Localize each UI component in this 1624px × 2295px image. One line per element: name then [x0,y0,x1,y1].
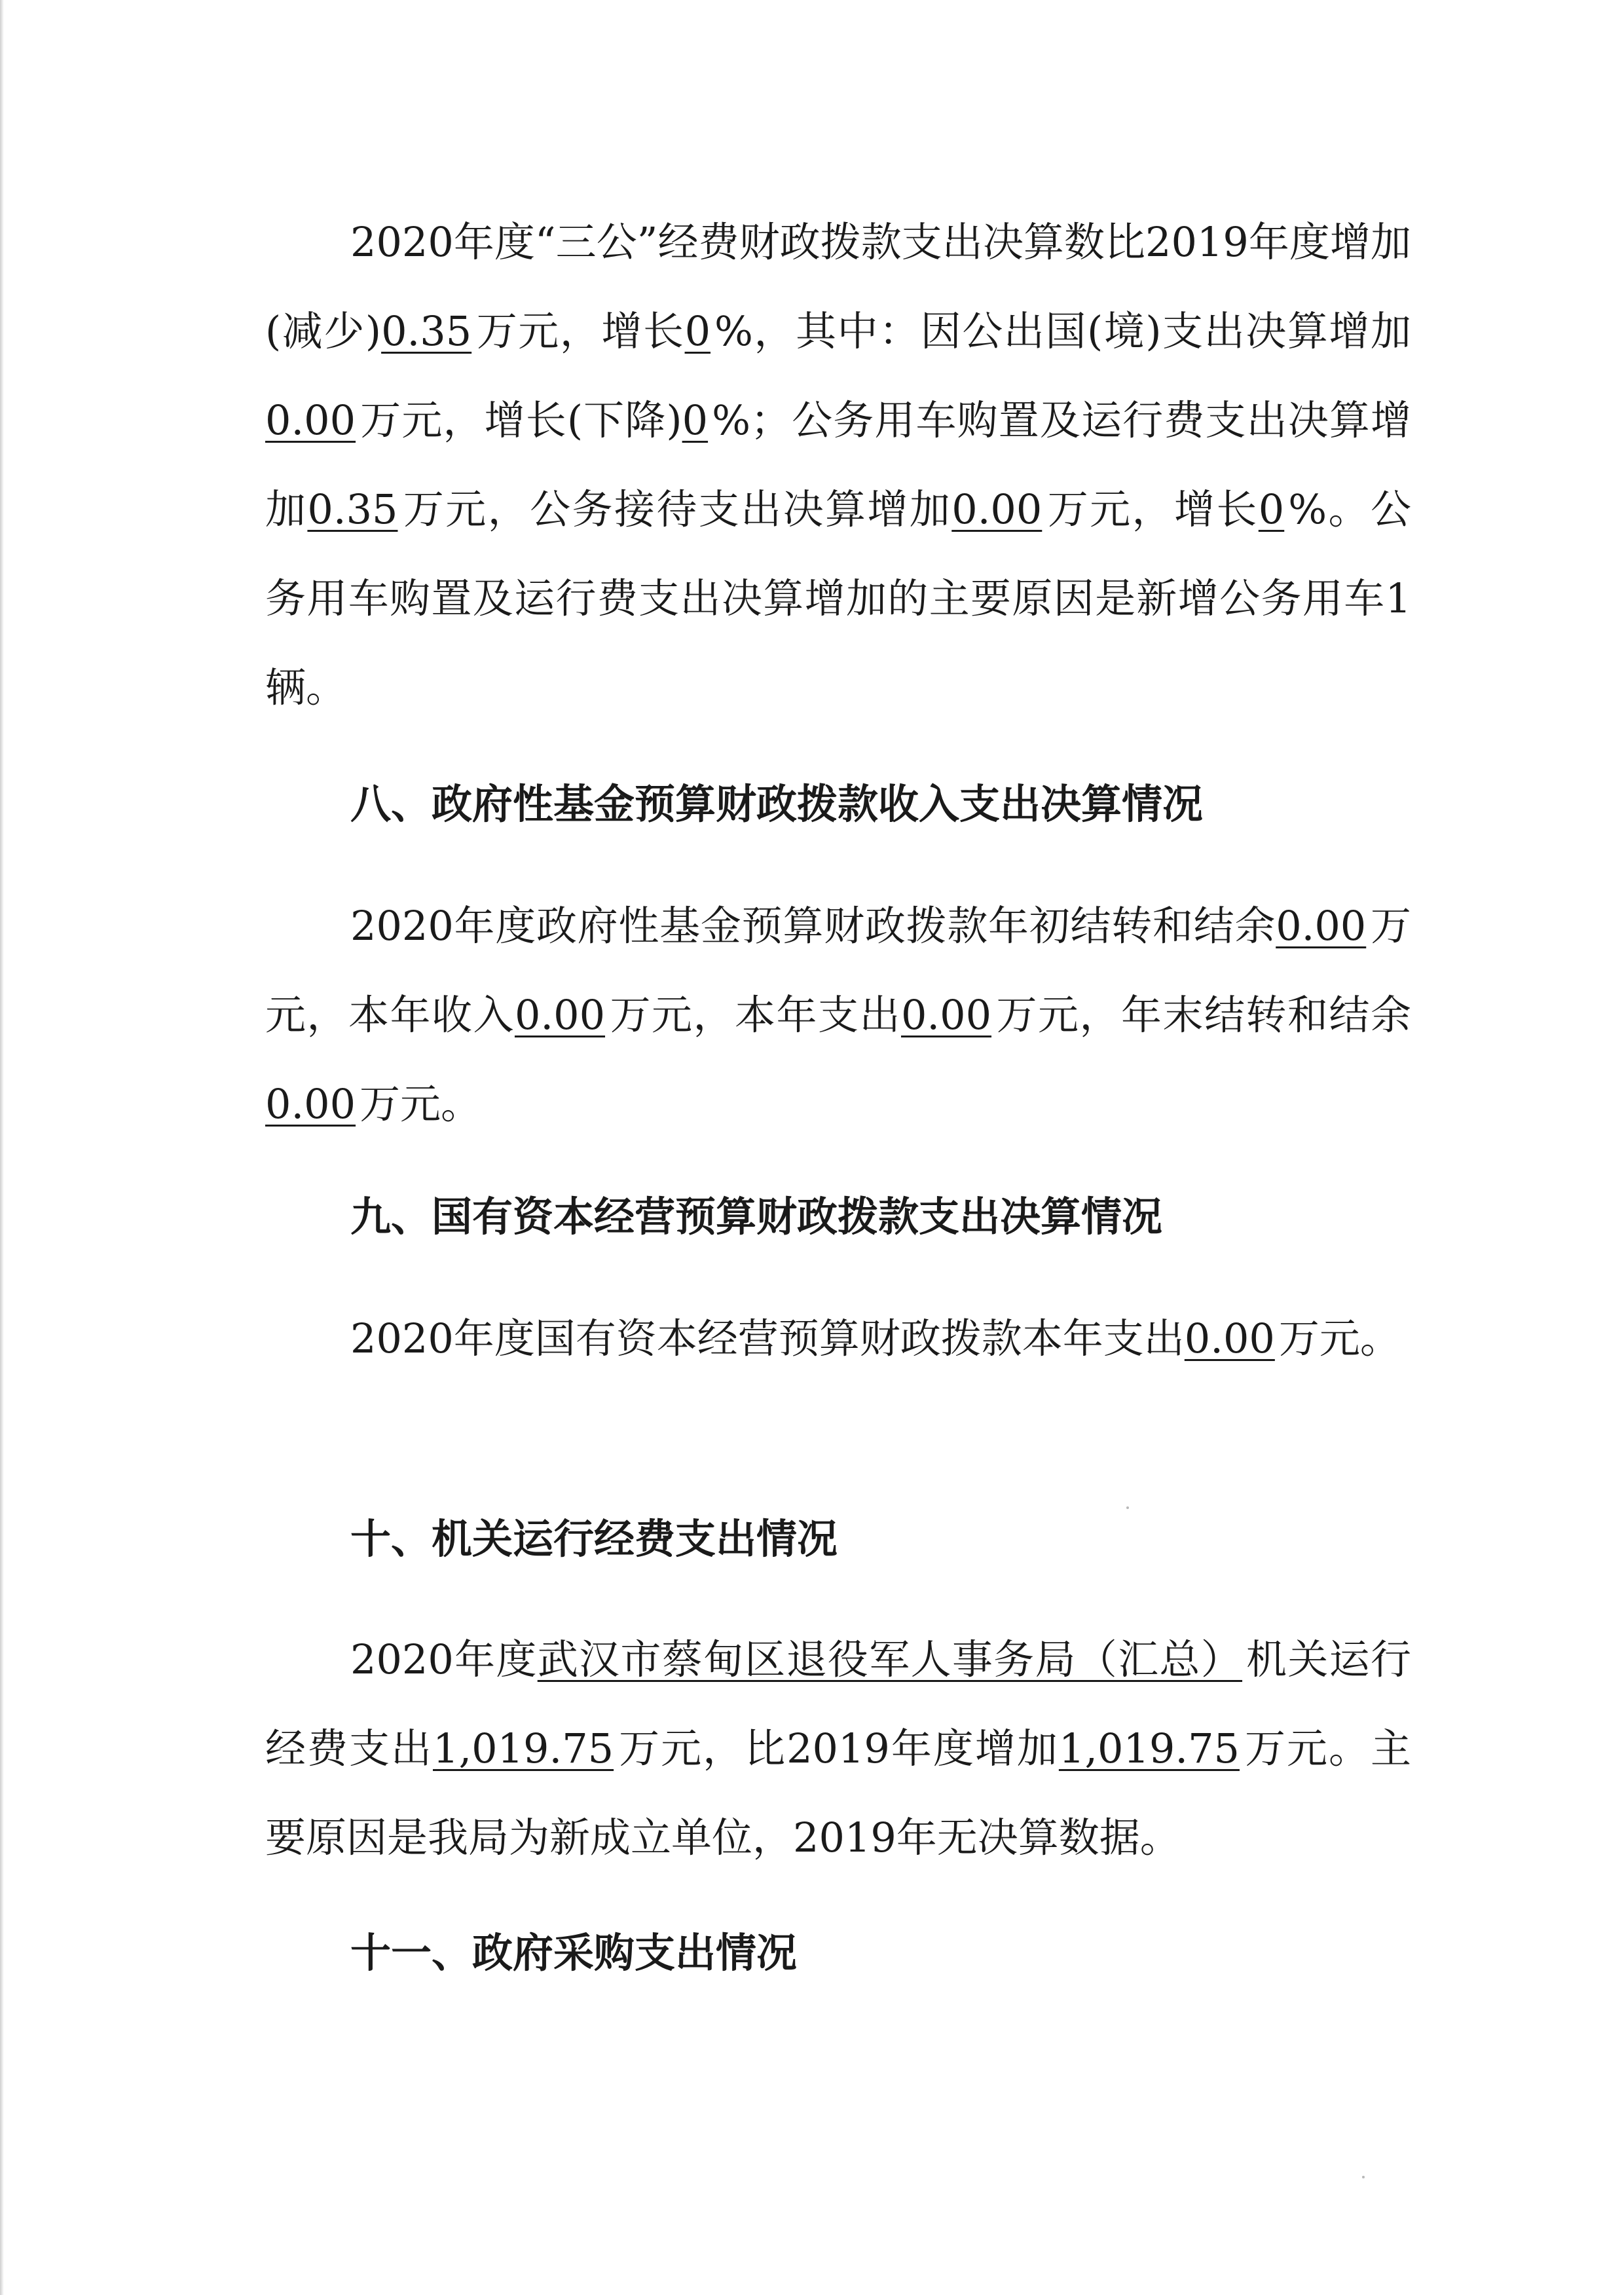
value-abroad-rate: 0 [682,396,709,444]
text: 2020年度“三公”经费财政拨款支出决算数比2019年度增加(减少) [265,218,1411,355]
text: 万元，增长(下降) [360,396,682,444]
text: 机关运行经费支出 [265,1635,1411,1772]
text: 万元，本年收入 [265,902,1411,1039]
text: %；公务用车购置及运行费支出决算增加 [265,396,1411,533]
value-vehicle-change: 0.35 [307,485,398,533]
paragraph-state-capital [265,1294,1411,1383]
value-reception-rate: 0 [1258,485,1285,533]
text: 万元，年末结转和结余 [995,991,1411,1039]
value-operating-increase: 1,019.75 [1058,1725,1240,1772]
text: 万元。 [1278,1315,1401,1362]
text: %。公务用车购置及运行费支出决算增加的主要原因是新增公务用车1辆。 [265,485,1411,711]
heading-section-8: 八、政府性基金预算财政拨款收入支出决算情况 [350,780,1204,828]
value-capital-expenditure: 0.00 [1184,1315,1275,1362]
value-reception-change: 0.00 [951,485,1043,533]
value-income: 0.00 [514,991,606,1039]
value-opening-balance: 0.00 [1276,902,1367,950]
text: 2020年度政府性基金预算财政拨款年初结转和结余 [350,902,1276,950]
paragraph-three-public-expenses [265,198,1411,732]
value-total-change: 0.35 [381,307,472,355]
value-closing-balance: 0.00 [265,1080,356,1128]
text: 2020年度 [350,1635,538,1683]
heading-section-11: 十一、政府采购支出情况 [350,1929,798,1977]
value-abroad-change: 0.00 [265,396,356,444]
text: 万元，公务接待支出决算增加 [401,485,952,533]
text: 万元，比2019年度增加 [618,1725,1059,1772]
value-growth-rate: 0 [684,307,711,355]
heading-section-9: 九、国有资本经营预算财政拨款支出决算情况 [350,1193,1163,1241]
text: 万元，本年支出 [609,991,901,1039]
value-unit-name: 武汉市蔡甸区退役军人事务局（汇总） [537,1635,1243,1683]
text: 万元。 [360,1080,482,1128]
value-operating-expense: 1,019.75 [433,1725,614,1772]
scan-speck [1362,2176,1365,2178]
heading-section-10: 十、机关运行经费支出情况 [350,1515,838,1563]
scan-speck [1126,1506,1129,1509]
text: %，其中：因公出国(境)支出决算增加 [714,307,1411,355]
text: 万元，增长 [475,307,685,355]
text: 万元，增长 [1046,485,1259,533]
paragraph-operating-expenses [265,1615,1411,1882]
text: 2020年度国有资本经营预算财政拨款本年支出 [350,1315,1185,1362]
value-expenditure: 0.00 [900,991,992,1039]
scan-edge-shadow [0,0,4,2295]
paragraph-government-fund [265,882,1411,1149]
text: 万元。主要原因是我局为新成立单位，2019年无决算数据。 [265,1725,1411,1861]
